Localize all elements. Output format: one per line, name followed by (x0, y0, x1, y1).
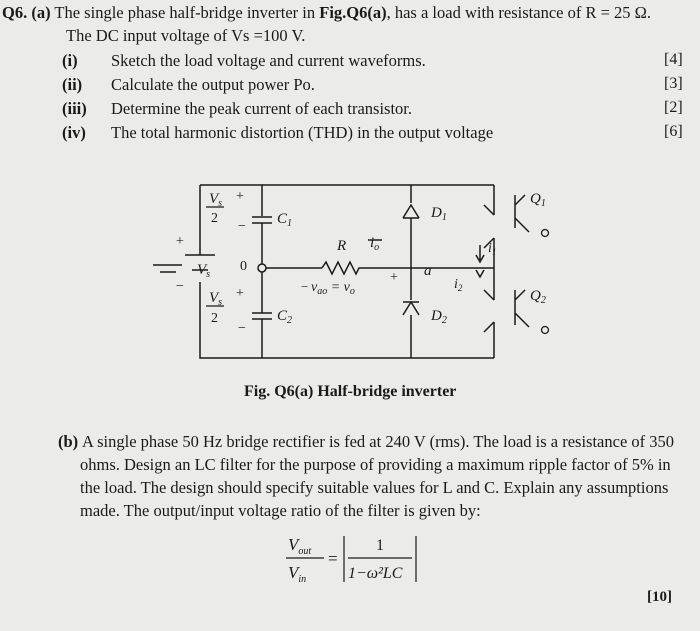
vs-lower-label: $V_s$ (209, 290, 223, 308)
formula-vin: $V_{in}$ (288, 563, 307, 585)
i2-label: $i_2$ (454, 277, 463, 293)
part-iv-text: The total harmonic distortion (THD) in the output voltage (111, 123, 494, 142)
source-plus: + (176, 234, 184, 249)
vao-label: $v_{ao} = v_o$ (311, 280, 355, 297)
part-b-line-4: made. The output/input voltage ratio of the filter is given by: (80, 501, 481, 520)
two-upper: 2 (211, 211, 218, 226)
part-b-marks: [10] (647, 589, 672, 605)
midpoint-node (258, 264, 266, 272)
d1-label: $D_1$ (431, 205, 447, 223)
vao-plus: + (390, 270, 398, 285)
node-a-label: a (424, 263, 432, 279)
q1-label: $Q_1$ (530, 191, 546, 209)
part-b-line-3: the load. The design should specify suitable values for L and C. Explain any assumptions (80, 478, 669, 497)
q2-gate (515, 290, 529, 327)
intro-text-a: The single phase half-bridge inverter in (54, 3, 320, 22)
c1-minus: − (238, 219, 246, 234)
filter-ratio-formula (280, 528, 460, 590)
dc-input-line: The DC input voltage of Vs =100 V. (66, 26, 306, 45)
part-ii-num: (ii) (62, 75, 83, 94)
battery-left-plates (153, 265, 182, 272)
c1-label: $C_1$ (277, 211, 293, 229)
formula-one: 1 (376, 537, 384, 554)
part-iii-num: (iii) (62, 99, 87, 118)
part-iii-marks: [2] (664, 99, 683, 116)
d2-label: $D_2$ (431, 308, 447, 326)
c2-plus: + (236, 286, 244, 301)
c1-plus: + (236, 189, 244, 204)
part-b-line-2: ohms. Design an LC filter for the purpose of providing a maximum ripple factor of 5% in (80, 455, 671, 474)
i1-label: $i_1$ (488, 241, 497, 257)
part-ii-text: Calculate the output power Po. (111, 75, 315, 94)
q1-emitter-terminal (542, 230, 549, 237)
part-ii-marks: [3] (664, 75, 683, 92)
vao-minus: − (301, 279, 309, 294)
fig-reference: Fig.Q6(a) (319, 3, 387, 22)
q2-body (484, 290, 494, 332)
figure-caption: Fig. Q6(a) Half-bridge inverter (244, 383, 457, 400)
formula-equals: = (328, 549, 338, 568)
vs-source-label: $V_s$ (197, 262, 211, 280)
c2-plates (252, 313, 272, 319)
zero-node: 0 (240, 259, 247, 274)
diode-d1 (403, 205, 419, 218)
r-label: R (337, 238, 347, 254)
part-i-marks: [4] (664, 51, 683, 68)
c1-plates (252, 217, 272, 223)
intro-text-b: , has a load with resistance of R = 25 Ω. (386, 3, 652, 22)
q1-gate (515, 195, 529, 232)
part-b-line-1: A single phase 50 Hz bridge rectifier is fed at 240 V (rms). The load is a resistance of 350 (82, 432, 675, 451)
vs-upper-label: $V_s$ (209, 191, 223, 209)
part-i-text: Sketch the load voltage and current waveforms. (111, 51, 426, 70)
source-minus: − (176, 279, 184, 294)
c2-label: $C_2$ (277, 308, 293, 326)
c2-minus: − (238, 321, 246, 336)
formula-denominator: 1−ω²LC (348, 565, 403, 582)
diode-d2 (403, 302, 419, 315)
q2-emitter-terminal (542, 327, 549, 334)
part-i-num: (i) (62, 51, 78, 70)
io-label: $i_o$ (370, 235, 380, 253)
formula-vout: $V_{out}$ (288, 535, 312, 557)
part-b-label: (b) (58, 432, 79, 451)
q2-label: $Q_2$ (530, 288, 546, 306)
part-iv-marks: [6] (664, 123, 683, 140)
question-label: Q6. (a) (2, 3, 51, 22)
i2-arrow-head (476, 270, 484, 277)
part-iii-text: Determine the peak current of each transistor. (111, 99, 412, 118)
part-iv-num: (iv) (62, 123, 86, 142)
two-lower: 2 (211, 311, 218, 326)
